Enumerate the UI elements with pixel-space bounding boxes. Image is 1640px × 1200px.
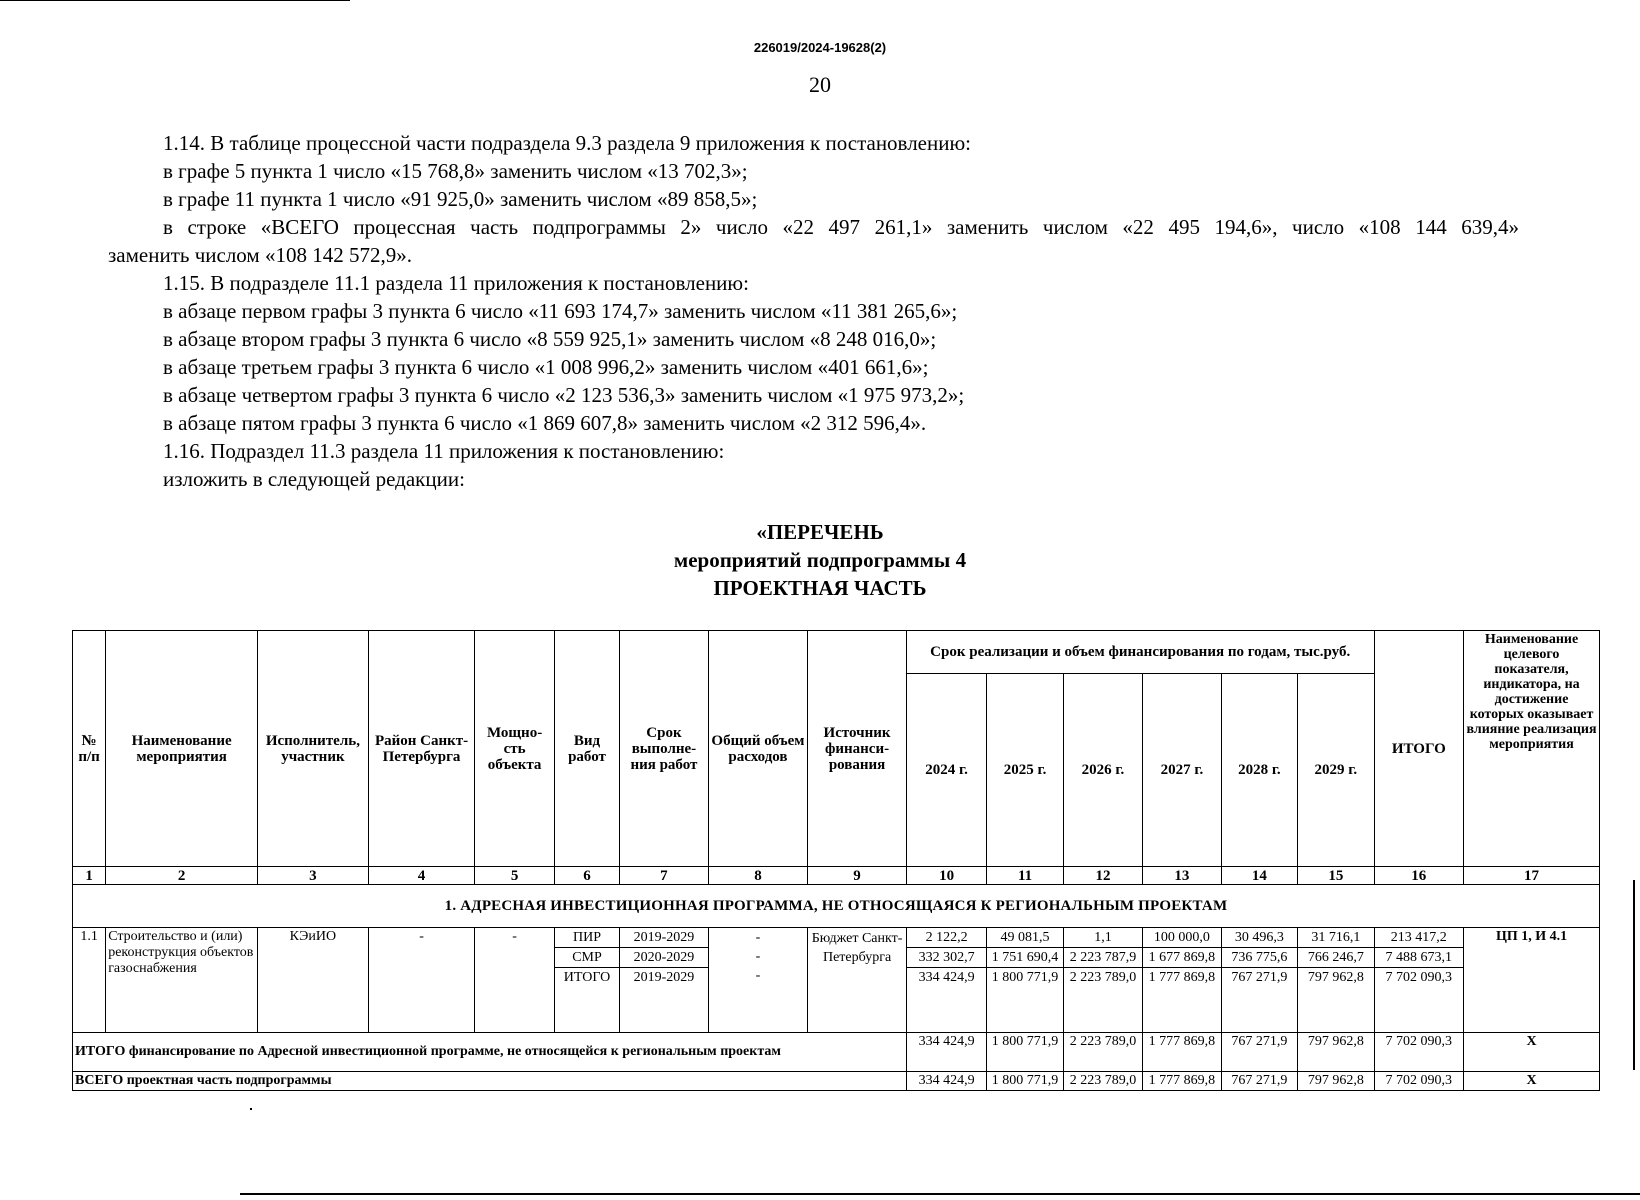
paragraph-line: в строке «ВСЕГО процессная часть подпрограммы 2» число «22 497 261,1» заменить числом «22 495 194,6», число «108 144 639,4» — [163, 215, 1519, 239]
value-total-pir: 213 417,2 — [1375, 928, 1464, 948]
total-all-2028: 767 271,9 — [1221, 1072, 1297, 1091]
header-period: Срок выполне-ния работ — [620, 631, 709, 867]
total-all-2024: 334 424,9 — [906, 1072, 986, 1091]
total-aip-2027: 1 777 869,8 — [1143, 1033, 1221, 1072]
col-number: 8 — [708, 867, 808, 885]
value-2026-smr: 2 223 787,9 — [1064, 948, 1142, 968]
row-capacity: - — [475, 928, 554, 1033]
value-2025-smr: 1 751 690,4 — [987, 948, 1062, 968]
value-2024-smr: 332 302,7 — [907, 948, 986, 968]
value-2025-total: 1 800 771,9 — [991, 970, 1059, 985]
total-all-2027: 1 777 869,8 — [1143, 1072, 1221, 1091]
table-row — [73, 1072, 1600, 1091]
value-total-total: 7 702 090,3 — [1385, 970, 1453, 985]
list-subtitle: мероприятий подпрограммы 4 — [673, 548, 967, 572]
paragraph-line: в абзаце третьем графы 3 пункта 6 число «1 008 996,2» заменить числом «401 661,6»; — [163, 355, 929, 379]
table-row — [73, 928, 1600, 1033]
paragraph-line: в графе 5 пункта 1 число «15 768,8» заменить числом «13 702,3»; — [163, 159, 748, 183]
list-title: «ПЕРЕЧЕНЬ — [756, 520, 884, 544]
value-2029-pir: 31 716,1 — [1298, 928, 1373, 948]
value-2025-pir: 49 081,5 — [987, 928, 1062, 948]
col-number: 12 — [1063, 867, 1142, 885]
header-year-2024: 2024 г. — [906, 674, 986, 867]
row-2026 — [1063, 928, 1142, 1033]
paragraph-line: в абзаце втором графы 3 пункта 6 число «8 559 925,1» заменить числом «8 248 016,0»; — [163, 327, 937, 351]
total-all-mark: Х — [1464, 1072, 1600, 1091]
row-2024 — [906, 928, 986, 1033]
paragraph-line: в абзаце четвертом графы 3 пункта 6 число «2 123 536,3» заменить числом «1 975 973,2»; — [163, 383, 965, 407]
header-total-volume: Общий объем расходов — [708, 631, 808, 867]
section-title: 1. АДРЕСНАЯ ИНВЕСТИЦИОННАЯ ПРОГРАММА, НЕ ОТНОСЯЩАЯСЯ К РЕГИОНАЛЬНЫМ ПРОЕКТАМ — [73, 885, 1600, 928]
row-number: 1.1 — [73, 928, 106, 1033]
header-year-2025: 2025 г. — [987, 674, 1063, 867]
paragraph-1-15: 1.15. В подразделе 11.1 раздела 11 приложения к постановлению: — [163, 271, 749, 295]
row-2025 — [987, 928, 1063, 1033]
header-year-2029: 2029 г. — [1298, 674, 1374, 867]
col-number: 10 — [906, 867, 986, 885]
volume-pir: - — [755, 930, 761, 945]
paragraph-line: изложить в следующей редакции: — [163, 467, 465, 491]
col-number: 5 — [475, 867, 554, 885]
page-number: 20 — [809, 72, 831, 97]
period-total: 2019-2029 — [633, 970, 695, 985]
table-row — [73, 1033, 1600, 1072]
col-number: 3 — [258, 867, 369, 885]
col-number: 11 — [987, 867, 1063, 885]
value-total-smr: 7 488 673,1 — [1375, 948, 1464, 968]
header-year-2028: 2028 г. — [1221, 674, 1297, 867]
total-aip-total: 7 702 090,3 — [1374, 1033, 1464, 1072]
row-district: - — [368, 928, 475, 1033]
scan-edge-top — [0, 0, 350, 1]
value-2026-pir: 1,1 — [1064, 928, 1142, 948]
total-all-total: 7 702 090,3 — [1374, 1072, 1464, 1091]
list-part-title: ПРОЕКТНАЯ ЧАСТЬ — [713, 576, 927, 600]
col-number: 2 — [106, 867, 258, 885]
row-work-types — [554, 928, 619, 1033]
col-number: 9 — [808, 867, 907, 885]
paragraph-line: в абзаце пятом графы 3 пункта 6 число «1 869 607,8» заменить числом «2 312 596,4». — [163, 411, 927, 435]
paragraph-1-14: 1.14. В таблице процессной части подраздела 9.3 раздела 9 приложения к постановлению: — [163, 131, 971, 155]
col-number: 13 — [1143, 867, 1221, 885]
work-type-pir: ПИР — [555, 928, 619, 948]
value-2029-smr: 766 246,7 — [1298, 948, 1373, 968]
row-measure-name: Строительство и (или) реконструкция объектов газоснабжения — [106, 928, 258, 1033]
row-2028 — [1221, 928, 1297, 1033]
row-executor: КЭиИО — [258, 928, 369, 1033]
document-number: 226019/2024-19628(2) — [753, 40, 887, 55]
col-number: 7 — [620, 867, 709, 885]
row-indicator: ЦП 1, И 4.1 — [1464, 928, 1600, 1033]
paragraph-line: в графе 11 пункта 1 число «91 925,0» заменить числом «89 858,5»; — [163, 187, 758, 211]
period-pir: 2019-2029 — [620, 928, 708, 948]
col-number: 14 — [1221, 867, 1297, 885]
value-2026-total: 2 223 789,0 — [1069, 970, 1137, 985]
value-2028-smr: 736 775,6 — [1222, 948, 1297, 968]
total-aip-label: ИТОГО финансирование по Адресной инвестиционной программе, не относящейся к региональным проектам — [73, 1033, 907, 1072]
header-year-2027: 2027 г. — [1143, 674, 1221, 867]
value-2024-pir: 2 122,2 — [907, 928, 986, 948]
volume-smr: - — [755, 949, 761, 964]
total-all-2029: 797 962,8 — [1298, 1072, 1374, 1091]
total-aip-2026: 2 223 789,0 — [1063, 1033, 1142, 1072]
total-aip-mark: Х — [1464, 1033, 1600, 1072]
col-number: 16 — [1374, 867, 1464, 885]
value-2027-smr: 1 677 869,8 — [1143, 948, 1220, 968]
value-2028-total: 767 271,9 — [1231, 970, 1288, 985]
header-num: № п/п — [73, 631, 106, 867]
header-indicator: Наименование целевого показателя, индикатора, на достижение которых оказывает влияние реализация мероприятия — [1464, 631, 1600, 867]
header-years-group: Срок реализации и объем финансирования по годам, тыс.руб. — [906, 631, 1374, 674]
paragraph-line: заменить числом «108 142 572,9». — [108, 243, 412, 267]
row-total-volume — [708, 928, 808, 1033]
header-capacity: Мощно-сть объекта — [475, 631, 554, 867]
total-all-2026: 2 223 789,0 — [1063, 1072, 1142, 1091]
value-2027-total: 1 777 869,8 — [1148, 970, 1216, 985]
row-2027 — [1143, 928, 1221, 1033]
row-source: Бюджет Санкт-Петербурга — [808, 928, 907, 1033]
header-total: ИТОГО — [1374, 631, 1464, 867]
total-all-label: ВСЕГО проектная часть подпрограммы — [73, 1072, 907, 1091]
measures-table — [72, 630, 1600, 1091]
scan-edge-bottom — [240, 1193, 1640, 1195]
work-type-total: ИТОГО — [563, 970, 611, 985]
period-smr: 2020-2029 — [620, 948, 708, 968]
scan-edge-right — [1633, 880, 1635, 1070]
total-aip-2028: 767 271,9 — [1221, 1033, 1297, 1072]
total-aip-2025: 1 800 771,9 — [987, 1033, 1063, 1072]
total-aip-2029: 797 962,8 — [1298, 1033, 1374, 1072]
total-aip-2024: 334 424,9 — [906, 1033, 986, 1072]
value-2029-total: 797 962,8 — [1307, 970, 1364, 985]
value-2028-pir: 30 496,3 — [1222, 928, 1297, 948]
value-2024-total: 334 424,9 — [918, 970, 975, 985]
header-year-2026: 2026 г. — [1063, 674, 1142, 867]
row-periods — [620, 928, 709, 1033]
total-all-2025: 1 800 771,9 — [987, 1072, 1063, 1091]
header-source: Источник финанси-рования — [808, 631, 907, 867]
value-2027-pir: 100 000,0 — [1143, 928, 1220, 948]
header-district: Район Санкт-Петербурга — [368, 631, 475, 867]
scan-speck — [250, 1108, 252, 1110]
header-executor: Исполнитель, участник — [258, 631, 369, 867]
col-number: 6 — [554, 867, 619, 885]
paragraph-1-16: 1.16. Подраздел 11.3 раздела 11 приложения к постановлению: — [163, 439, 725, 463]
work-type-smr: СМР — [555, 948, 619, 968]
volume-total: - — [755, 968, 761, 983]
row-total — [1374, 928, 1464, 1033]
col-number: 17 — [1464, 867, 1600, 885]
col-number: 15 — [1298, 867, 1374, 885]
header-work-type: Вид работ — [554, 631, 619, 867]
col-number: 1 — [73, 867, 106, 885]
col-number: 4 — [368, 867, 475, 885]
header-name: Наименование мероприятия — [106, 631, 258, 867]
paragraph-line: в абзаце первом графы 3 пункта 6 число «11 693 174,7» заменить числом «11 381 265,6»; — [163, 299, 958, 323]
row-2029 — [1298, 928, 1374, 1033]
